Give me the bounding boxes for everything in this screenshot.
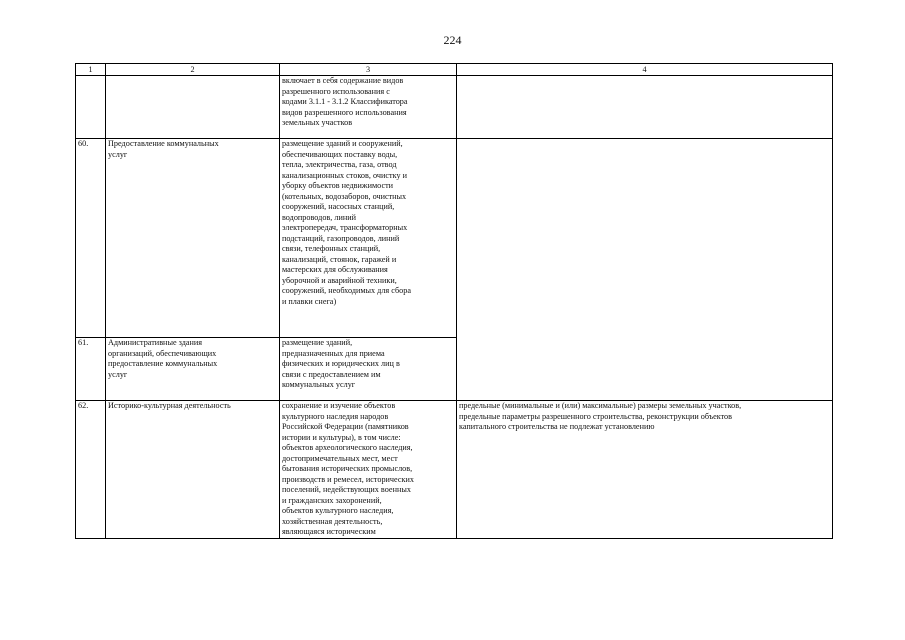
column-header-4: 4 [457, 64, 833, 76]
use-description-cell: сохранение и изучение объектов культурного наследия народов Российской Федерации (памятников истории и культуры), в том числе: объектов археологического наследия, достопримечательных мест, мест бытования исторических промыслов, производств и ремесел, исторических поселений, недействующих военных и гражданских захоронений, объектов культурного наследия, хозяйственная деятельность, являющаяся историческим [280, 401, 457, 539]
use-description-cell: размещение зданий и сооружений, обеспечивающих поставку воды, тепла, электричества, газа, отвод канализационных стоков, очистку и уборку объектов недвижимости (котельных, водозаборов, очистных сооружений, насосных станций, водопроводов, линий электропередач, трансформаторных подстанций, газопроводов, линий связи, телефонных станций, канализаций, стоянок, гаражей и мастерских для обслуживания уборочной и аварийной техники, сооружений, необходимых для сбора и плавки снега) [280, 139, 457, 338]
row-number-cell: 60. [76, 139, 106, 338]
params-cell [457, 139, 833, 401]
use-name-cell: Предоставление коммунальных услуг [106, 139, 280, 338]
page-number: 224 [443, 33, 462, 47]
use-description-cell: размещение зданий, предназначенных для приема физических и юридических лиц в связи с предоставлением им коммунальных услуг [280, 338, 457, 401]
table-row [76, 139, 833, 338]
column-header-1: 1 [76, 64, 106, 76]
use-description-cell: включает в себя содержание видов разрешенного использования с кодами 3.1.1 - 3.1.2 Классификатора видов разрешенного использования земельных участков [280, 76, 457, 139]
use-name-cell [106, 76, 280, 139]
column-header-3: 3 [280, 64, 457, 76]
params-cell [457, 76, 833, 139]
use-name-cell: Историко-культурная деятельность [106, 401, 280, 539]
table-row [76, 76, 833, 139]
params-cell: предельные (минимальные и (или) максимальные) размеры земельных участков, предельные параметры разрешенного строительства, реконструкции объектов капитального строительства не подлежат установлению [457, 401, 833, 539]
table-header-row [76, 64, 833, 76]
column-header-2: 2 [106, 64, 280, 76]
use-name-cell: Административные здания организаций, обеспечивающих предоставление коммунальных услуг [106, 338, 280, 401]
land-use-table [75, 63, 833, 539]
row-number-cell [76, 76, 106, 139]
row-number-cell: 62. [76, 401, 106, 539]
table-row [76, 401, 833, 539]
row-number-cell: 61. [76, 338, 106, 401]
